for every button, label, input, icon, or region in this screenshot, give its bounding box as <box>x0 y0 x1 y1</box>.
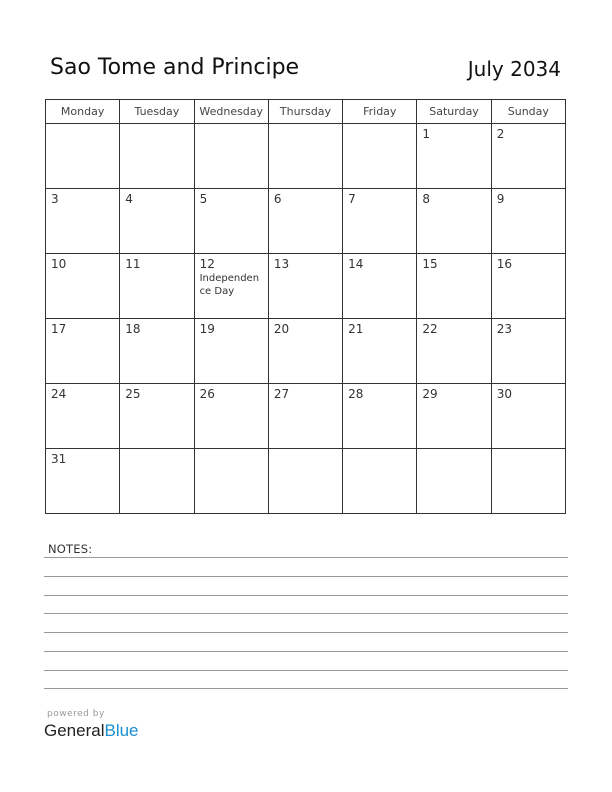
brand-blue-text: Blue <box>104 721 139 740</box>
day-number: 1 <box>422 127 431 141</box>
day-cell[interactable] <box>46 189 120 254</box>
day-number: 3 <box>51 192 59 206</box>
week-row <box>46 254 566 319</box>
day-cell[interactable] <box>417 254 491 319</box>
day-cell[interactable] <box>194 384 268 449</box>
day-number: 20 <box>273 322 290 336</box>
day-cell[interactable] <box>343 124 417 189</box>
day-number: 10 <box>51 257 67 271</box>
calendar-grid <box>45 99 566 514</box>
day-number: 24 <box>51 387 67 401</box>
day-cell[interactable] <box>46 319 120 384</box>
day-cell[interactable] <box>268 384 342 449</box>
week-row <box>46 384 566 449</box>
notes-label: NOTES: <box>48 542 93 556</box>
day-number: 19 <box>199 322 215 336</box>
day-number: 15 <box>422 257 438 271</box>
week-row <box>46 189 566 254</box>
day-number: 28 <box>348 387 364 401</box>
day-cell[interactable] <box>491 124 565 189</box>
day-cell[interactable] <box>120 319 194 384</box>
day-cell[interactable] <box>268 124 342 189</box>
day-cell[interactable] <box>120 449 194 514</box>
day-cell[interactable] <box>491 189 565 254</box>
weekday-sunday: Sunday <box>491 100 565 124</box>
day-number: 13 <box>273 257 290 271</box>
weekday-saturday: Saturday <box>417 100 491 124</box>
day-cell[interactable] <box>194 254 268 319</box>
calendar-country-title: Sao Tome and Principe <box>50 55 300 80</box>
day-cell[interactable] <box>417 124 491 189</box>
day-number: 4 <box>125 192 133 206</box>
day-cell[interactable] <box>46 449 120 514</box>
day-number: 2 <box>496 127 505 141</box>
day-cell[interactable] <box>46 254 120 319</box>
day-cell[interactable] <box>417 189 491 254</box>
day-cell[interactable] <box>194 319 268 384</box>
day-cell[interactable] <box>46 384 120 449</box>
day-cell[interactable] <box>343 189 417 254</box>
weekday-wednesday: Wednesday <box>194 100 268 124</box>
day-cell[interactable] <box>194 189 268 254</box>
week-row <box>46 124 566 189</box>
day-cell[interactable] <box>268 449 342 514</box>
day-number: 16 <box>496 257 512 271</box>
calendar-body <box>46 124 566 514</box>
day-number: 27 <box>273 387 290 401</box>
week-row <box>46 319 566 384</box>
day-cell[interactable] <box>120 254 194 319</box>
weekday-header-row <box>46 100 566 124</box>
day-cell[interactable] <box>491 384 565 449</box>
day-number: 17 <box>51 322 67 336</box>
day-cell[interactable] <box>491 449 565 514</box>
note-line <box>44 557 568 558</box>
note-line <box>44 688 568 689</box>
day-number: 30 <box>496 387 512 401</box>
day-number: 6 <box>273 192 282 206</box>
day-number: 8 <box>422 192 431 206</box>
note-line <box>44 613 568 614</box>
day-cell[interactable] <box>268 189 342 254</box>
day-cell[interactable] <box>491 319 565 384</box>
day-cell[interactable] <box>268 254 342 319</box>
day-number: 21 <box>348 322 364 336</box>
day-cell[interactable] <box>343 319 417 384</box>
day-cell[interactable] <box>417 449 491 514</box>
holiday-label: Independence Day <box>199 273 260 297</box>
weekday-tuesday: Tuesday <box>120 100 194 124</box>
day-number: 12 <box>199 257 215 271</box>
week-row <box>46 449 566 514</box>
day-number: 26 <box>199 387 215 401</box>
day-cell[interactable] <box>417 319 491 384</box>
note-line <box>44 595 568 596</box>
note-line <box>44 670 568 671</box>
weekday-thursday: Thursday <box>268 100 342 124</box>
note-line <box>44 632 568 633</box>
day-number: 22 <box>422 322 438 336</box>
day-cell[interactable] <box>194 449 268 514</box>
powered-by-text: powered by <box>47 709 105 719</box>
weekday-monday: Monday <box>46 100 120 124</box>
day-number: 7 <box>348 192 356 206</box>
day-cell[interactable] <box>491 254 565 319</box>
day-cell[interactable] <box>343 254 417 319</box>
day-number: 25 <box>125 387 141 401</box>
generalblue-logo[interactable] <box>44 721 139 741</box>
day-number: 31 <box>51 452 67 466</box>
day-number: 23 <box>496 322 512 336</box>
day-cell[interactable] <box>194 124 268 189</box>
day-number: 11 <box>125 257 141 271</box>
weekday-friday: Friday <box>343 100 417 124</box>
day-cell[interactable] <box>120 124 194 189</box>
day-number: 18 <box>125 322 141 336</box>
day-cell[interactable] <box>268 319 342 384</box>
day-cell[interactable] <box>343 449 417 514</box>
day-cell[interactable] <box>417 384 491 449</box>
day-cell[interactable] <box>343 384 417 449</box>
day-number: 14 <box>348 257 364 271</box>
day-cell[interactable] <box>120 189 194 254</box>
day-number: 29 <box>422 387 438 401</box>
day-cell[interactable] <box>46 124 120 189</box>
day-cell[interactable] <box>120 384 194 449</box>
note-line <box>44 651 568 652</box>
brand-general-text: General <box>44 721 105 740</box>
day-number: 9 <box>496 192 505 206</box>
note-line <box>44 576 568 577</box>
day-number: 5 <box>199 192 208 206</box>
calendar-month-year: July 2034 <box>467 57 561 81</box>
